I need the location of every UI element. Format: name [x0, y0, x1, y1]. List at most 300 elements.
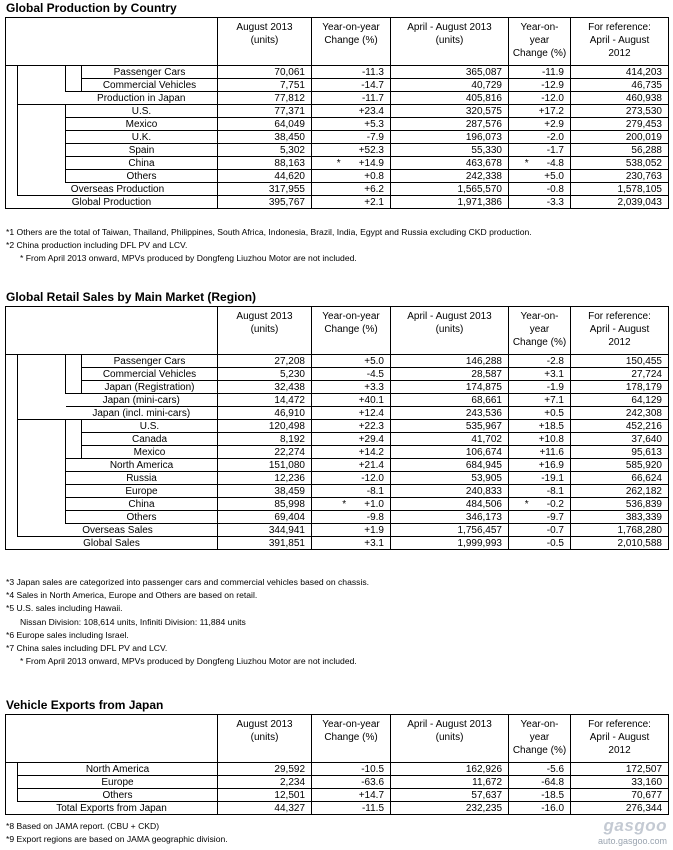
- value: 232,235: [465, 802, 503, 814]
- value-cell: [391, 776, 509, 789]
- header-label: For reference: April - August 2012: [588, 719, 651, 756]
- value: 33,160: [631, 776, 663, 788]
- value: 85,998: [274, 498, 305, 510]
- value: 150,455: [625, 355, 662, 367]
- row-label: Commercial Vehicles: [82, 368, 218, 381]
- table-row: [6, 472, 669, 485]
- value-cell: [391, 498, 509, 511]
- row-label: Mexico: [82, 446, 218, 459]
- value-cell: [571, 79, 669, 92]
- table-row: [6, 183, 669, 196]
- retail-notes: [6, 576, 369, 668]
- value-cell: [509, 170, 571, 183]
- value-cell: [509, 420, 571, 433]
- value: 395,767: [268, 196, 305, 208]
- value: +40.1: [358, 394, 384, 406]
- value: 46,910: [274, 407, 305, 419]
- value: 317,955: [268, 183, 305, 195]
- row-label: North America: [18, 763, 218, 776]
- table-row: [6, 420, 669, 433]
- header-cell: [218, 307, 312, 355]
- value-cell: [391, 433, 509, 446]
- value-cell: [571, 498, 669, 511]
- value-cell: [509, 789, 571, 802]
- value: 5,302: [279, 144, 305, 156]
- production-notes: [6, 226, 532, 266]
- value-cell: [571, 524, 669, 537]
- value: +21.4: [358, 459, 384, 471]
- value: 320,575: [465, 105, 502, 117]
- value-cell: [218, 355, 312, 368]
- value: 262,182: [625, 485, 662, 497]
- value: -11.5: [361, 802, 385, 814]
- value-cell: [509, 92, 571, 105]
- header-label: Year-on-year Change (%): [322, 311, 380, 335]
- note: *3 Japan sales are categorized into passenger cars and commercial vehicles based on chassis.: [6, 577, 370, 587]
- value-cell: [509, 433, 571, 446]
- value: -1.9: [546, 381, 564, 393]
- value-cell: [312, 537, 391, 550]
- value: -12.9: [541, 79, 564, 91]
- value: 243,536: [465, 407, 502, 419]
- header-label: April - August 2013 (units): [407, 311, 492, 335]
- value-cell: [218, 459, 312, 472]
- note: *1 Others are the total of Taiwan, Thailand, Philippines, South Africa, Indonesia, Brazil, India, Egypt and Russia excluding CKD production.: [6, 227, 532, 237]
- value: +5.0: [364, 355, 384, 367]
- value: 684,945: [465, 459, 502, 471]
- value-cell: [571, 763, 669, 776]
- table-row: [6, 537, 669, 550]
- value-cell: [312, 381, 391, 394]
- value-cell: [509, 118, 571, 131]
- value: 77,371: [274, 105, 305, 117]
- value-cell: [571, 170, 669, 183]
- value-cell: [312, 79, 391, 92]
- value-cell: [571, 789, 669, 802]
- value: -9.8: [366, 511, 384, 523]
- value: 38,450: [274, 131, 305, 143]
- value: -8.1: [366, 485, 384, 497]
- value-cell: [391, 368, 509, 381]
- value-cell: [218, 118, 312, 131]
- value-cell: [312, 355, 391, 368]
- value-cell: [312, 157, 391, 170]
- table-row: [6, 524, 669, 537]
- value: -18.5: [541, 789, 565, 801]
- value-cell: [391, 446, 509, 459]
- row-label: Global Sales: [6, 537, 218, 550]
- note: *9 Export regions are based on JAMA geographic division.: [6, 834, 228, 845]
- value-cell: [509, 776, 571, 789]
- row-label: U.S.: [66, 105, 218, 118]
- value: 279,453: [625, 118, 662, 130]
- header-cell: [509, 18, 571, 66]
- value-cell: [312, 394, 391, 407]
- row-label: Global Production: [6, 196, 218, 209]
- value-cell: [312, 524, 391, 537]
- value-cell: [312, 131, 391, 144]
- value: +14.9: [358, 157, 384, 169]
- value-cell: [509, 498, 571, 511]
- value-cell: [509, 472, 571, 485]
- value-cell: [509, 802, 571, 815]
- value: 77,812: [274, 92, 305, 104]
- value: -19.1: [541, 472, 564, 484]
- value: 242,308: [625, 407, 662, 419]
- header-label: Year-on- year Change (%): [512, 311, 567, 348]
- table-row: [6, 485, 669, 498]
- value-cell: [218, 368, 312, 381]
- value: 55,330: [471, 144, 502, 156]
- value: +11.6: [539, 446, 564, 458]
- row-label: Passenger Cars: [82, 355, 218, 368]
- value-cell: [509, 537, 571, 550]
- value-cell: [571, 144, 669, 157]
- value: 383,339: [625, 511, 662, 523]
- table-row: [6, 802, 669, 815]
- value: -2.0: [546, 131, 564, 143]
- retail-table: [5, 306, 669, 550]
- value: 484,506: [465, 498, 502, 510]
- table-row: [6, 407, 669, 420]
- value: -10.5: [361, 763, 385, 775]
- value-cell: [571, 472, 669, 485]
- value-cell: [509, 79, 571, 92]
- header-label: August 2013 (units): [236, 22, 293, 46]
- value: -12.0: [541, 92, 564, 104]
- value-cell: [509, 511, 571, 524]
- value: +2.1: [364, 196, 384, 208]
- table-row: [6, 433, 669, 446]
- value-cell: [218, 776, 312, 789]
- value-cell: [571, 407, 669, 420]
- value: 11,672: [472, 776, 503, 788]
- value: -9.7: [546, 511, 564, 523]
- header-label: Year-on-year Change (%): [322, 22, 380, 46]
- value-cell: [571, 394, 669, 407]
- value: 8,192: [279, 433, 305, 445]
- value: 2,234: [279, 776, 306, 788]
- header-cell: [312, 715, 391, 763]
- value-cell: [391, 763, 509, 776]
- value-cell: [571, 381, 669, 394]
- value-cell: [312, 92, 391, 105]
- table-header-row: [6, 18, 669, 66]
- value: 46,735: [631, 79, 662, 91]
- value-cell: [218, 157, 312, 170]
- value-cell: [509, 485, 571, 498]
- value: +29.4: [358, 433, 384, 445]
- value: +52.3: [358, 144, 384, 156]
- value: 44,327: [274, 802, 306, 814]
- asterisk-mark: *: [524, 157, 529, 169]
- watermark-url: auto.gasgoo.com: [597, 836, 667, 846]
- value: +5.0: [544, 170, 564, 182]
- value-cell: [391, 92, 509, 105]
- value-cell: [391, 196, 509, 209]
- value-cell: [571, 537, 669, 550]
- value: 44,620: [274, 170, 305, 182]
- value-cell: [391, 407, 509, 420]
- value: -11.3: [361, 66, 384, 78]
- note: Nissan Division: 108,614 units, Infiniti Division: 11,884 units: [20, 616, 246, 627]
- value-cell: [391, 472, 509, 485]
- value-cell: [509, 394, 571, 407]
- value: +14.7: [358, 789, 385, 801]
- note: *4 Sales in North America, Europe and Others are based on retail.: [6, 590, 258, 601]
- table-row: [6, 446, 669, 459]
- header-cell: [571, 18, 669, 66]
- value-cell: [391, 789, 509, 802]
- header-label: August 2013 (units): [236, 719, 293, 743]
- value-cell: [509, 459, 571, 472]
- value-cell: [571, 802, 669, 815]
- value-cell: [509, 381, 571, 394]
- header-cell: [312, 18, 391, 66]
- value-cell: [312, 183, 391, 196]
- value-cell: [391, 170, 509, 183]
- value-cell: [391, 537, 509, 550]
- value-cell: [391, 105, 509, 118]
- value-cell: [218, 183, 312, 196]
- value: 273,530: [625, 105, 662, 117]
- value: +0.5: [544, 407, 564, 419]
- table-row: [6, 105, 669, 118]
- value: 196,073: [465, 131, 502, 143]
- value-cell: [218, 498, 312, 511]
- row-label: Europe: [66, 485, 218, 498]
- value: -3.3: [546, 196, 564, 208]
- value-cell: [509, 524, 571, 537]
- asterisk-mark: *: [342, 498, 347, 510]
- value-cell: [312, 196, 391, 209]
- value: +3.3: [364, 381, 384, 393]
- value: +0.8: [364, 170, 384, 182]
- row-label: Passenger Cars: [82, 66, 218, 79]
- header-label: Year-on- year Change (%): [512, 719, 567, 756]
- value: 2,010,588: [617, 537, 662, 549]
- value-cell: [312, 498, 391, 511]
- value-cell: [218, 511, 312, 524]
- value: -8.1: [546, 485, 564, 497]
- value-cell: [312, 802, 391, 815]
- table-row: [6, 776, 669, 789]
- value: 242,338: [465, 170, 502, 182]
- value-cell: [391, 394, 509, 407]
- value: 40,729: [471, 79, 502, 91]
- value-cell: [509, 368, 571, 381]
- value: +17.2: [538, 105, 564, 117]
- value-cell: [391, 420, 509, 433]
- value-cell: [509, 407, 571, 420]
- value: 29,592: [274, 763, 306, 775]
- value-cell: [571, 157, 669, 170]
- header-cell: [391, 18, 509, 66]
- value: 1,768,280: [617, 524, 662, 536]
- value-cell: [312, 144, 391, 157]
- value: +6.2: [364, 183, 384, 195]
- value: +5.3: [364, 118, 384, 130]
- header-label: August 2013 (units): [236, 311, 293, 335]
- value: 22,274: [274, 446, 305, 458]
- value-cell: [571, 433, 669, 446]
- exports-table: [5, 714, 669, 815]
- row-label: China: [66, 498, 218, 511]
- value: -14.7: [361, 79, 384, 91]
- value-cell: [391, 183, 509, 196]
- table-row: [6, 144, 669, 157]
- table-row: [6, 368, 669, 381]
- value: 57,637: [471, 789, 503, 801]
- value: 1,578,105: [617, 183, 662, 195]
- note: * From April 2013 onward, MPVs produced by Dongfeng Liuzhou Motor are not included.: [20, 253, 357, 264]
- value: 535,967: [465, 420, 502, 432]
- value: +1.9: [364, 524, 384, 536]
- table-row: [6, 789, 669, 802]
- value: 5,230: [279, 368, 305, 380]
- value-cell: [218, 485, 312, 498]
- value-cell: [312, 472, 391, 485]
- row-label: Canada: [82, 433, 218, 446]
- value-cell: [571, 485, 669, 498]
- value-cell: [312, 763, 391, 776]
- value-cell: [312, 118, 391, 131]
- row-label: Others: [66, 170, 218, 183]
- row-label: Japan (incl. mini-cars): [66, 407, 218, 420]
- row-label: Mexico: [66, 118, 218, 131]
- value: 1,565,570: [457, 183, 502, 195]
- value-cell: [312, 407, 391, 420]
- row-label: Russia: [66, 472, 218, 485]
- table-row: [6, 157, 669, 170]
- value-cell: [218, 131, 312, 144]
- value-cell: [509, 446, 571, 459]
- table-row: [6, 92, 669, 105]
- value: 37,640: [631, 433, 662, 445]
- value-cell: [391, 157, 509, 170]
- value-cell: [391, 511, 509, 524]
- value: 463,678: [465, 157, 502, 169]
- value: 391,851: [268, 537, 305, 549]
- value: 1,756,457: [457, 524, 502, 536]
- note: * From April 2013 onward, MPVs produced by Dongfeng Liuzhou Motor are not included.: [20, 656, 357, 667]
- table-row: [6, 355, 669, 368]
- note: *7 China sales including DFL PV and LCV.: [6, 643, 168, 654]
- value: -0.8: [546, 183, 564, 195]
- value-cell: [391, 485, 509, 498]
- value: 538,052: [625, 157, 662, 169]
- value: +3.1: [364, 537, 384, 549]
- value-cell: [391, 144, 509, 157]
- value-cell: [509, 763, 571, 776]
- value: -16.0: [541, 802, 565, 814]
- value-cell: [391, 118, 509, 131]
- value-cell: [571, 459, 669, 472]
- table-row: [6, 459, 669, 472]
- value-cell: [218, 802, 312, 815]
- production-table: [5, 17, 669, 209]
- value: 200,019: [625, 131, 662, 143]
- table-row: [6, 118, 669, 131]
- value-cell: [218, 66, 312, 79]
- table-row: [6, 381, 669, 394]
- row-label: Overseas Production: [18, 183, 218, 196]
- value: -63.6: [361, 776, 385, 788]
- table-row: [6, 66, 669, 79]
- note: *6 Europe sales including Israel.: [6, 629, 129, 640]
- value: +7.1: [544, 394, 564, 406]
- value: +16.9: [538, 459, 564, 471]
- value: -4.8: [546, 157, 564, 169]
- value-cell: [571, 511, 669, 524]
- value-cell: [218, 92, 312, 105]
- table-row: [6, 498, 669, 511]
- value-cell: [571, 118, 669, 131]
- value: 14,472: [274, 394, 305, 406]
- value: +2.9: [544, 118, 564, 130]
- header-cell: [391, 307, 509, 355]
- value: 12,501: [274, 789, 306, 801]
- production-title: Global Production by Country: [6, 1, 177, 15]
- value: +10.8: [538, 433, 564, 445]
- value: 240,833: [465, 485, 502, 497]
- value: 172,507: [625, 763, 663, 775]
- value-cell: [509, 144, 571, 157]
- value: 1,999,993: [457, 537, 502, 549]
- value: -11.7: [361, 92, 384, 104]
- header-label: Year-on- year Change (%): [512, 22, 567, 59]
- value: 287,576: [465, 118, 502, 130]
- table-header-row: [6, 715, 669, 763]
- value: 68,661: [471, 394, 502, 406]
- header-cell: [571, 307, 669, 355]
- retail-title: Global Retail Sales by Main Market (Region): [6, 290, 257, 304]
- header-cell: [218, 18, 312, 66]
- value-cell: [218, 79, 312, 92]
- value-cell: [391, 66, 509, 79]
- value-cell: [571, 776, 669, 789]
- value: 346,173: [465, 511, 502, 523]
- value-cell: [312, 511, 391, 524]
- table-header-row: [6, 307, 669, 355]
- header-label: April - August 2013 (units): [407, 719, 492, 743]
- value-cell: [391, 802, 509, 815]
- value: 452,216: [625, 420, 662, 432]
- row-label: Overseas Sales: [18, 524, 218, 537]
- header-cell: [312, 307, 391, 355]
- row-label: Japan (mini-cars): [66, 394, 218, 407]
- value: 344,941: [268, 524, 305, 536]
- table-row: [6, 394, 669, 407]
- value: 414,203: [625, 66, 662, 78]
- value: 70,677: [631, 789, 663, 801]
- value: 28,587: [471, 368, 502, 380]
- row-label: Others: [66, 511, 218, 524]
- value: +22.3: [358, 420, 384, 432]
- row-label: North America: [66, 459, 218, 472]
- value: -1.7: [546, 144, 564, 156]
- value-cell: [218, 394, 312, 407]
- value: -64.8: [541, 776, 565, 788]
- value: -11.9: [541, 66, 564, 78]
- table-row: [6, 763, 669, 776]
- value-cell: [312, 368, 391, 381]
- asterisk-mark: *: [524, 498, 529, 510]
- watermark: [598, 816, 667, 846]
- row-label: Commercial Vehicles: [82, 79, 218, 92]
- row-label: Total Exports from Japan: [6, 802, 218, 815]
- value-cell: [509, 131, 571, 144]
